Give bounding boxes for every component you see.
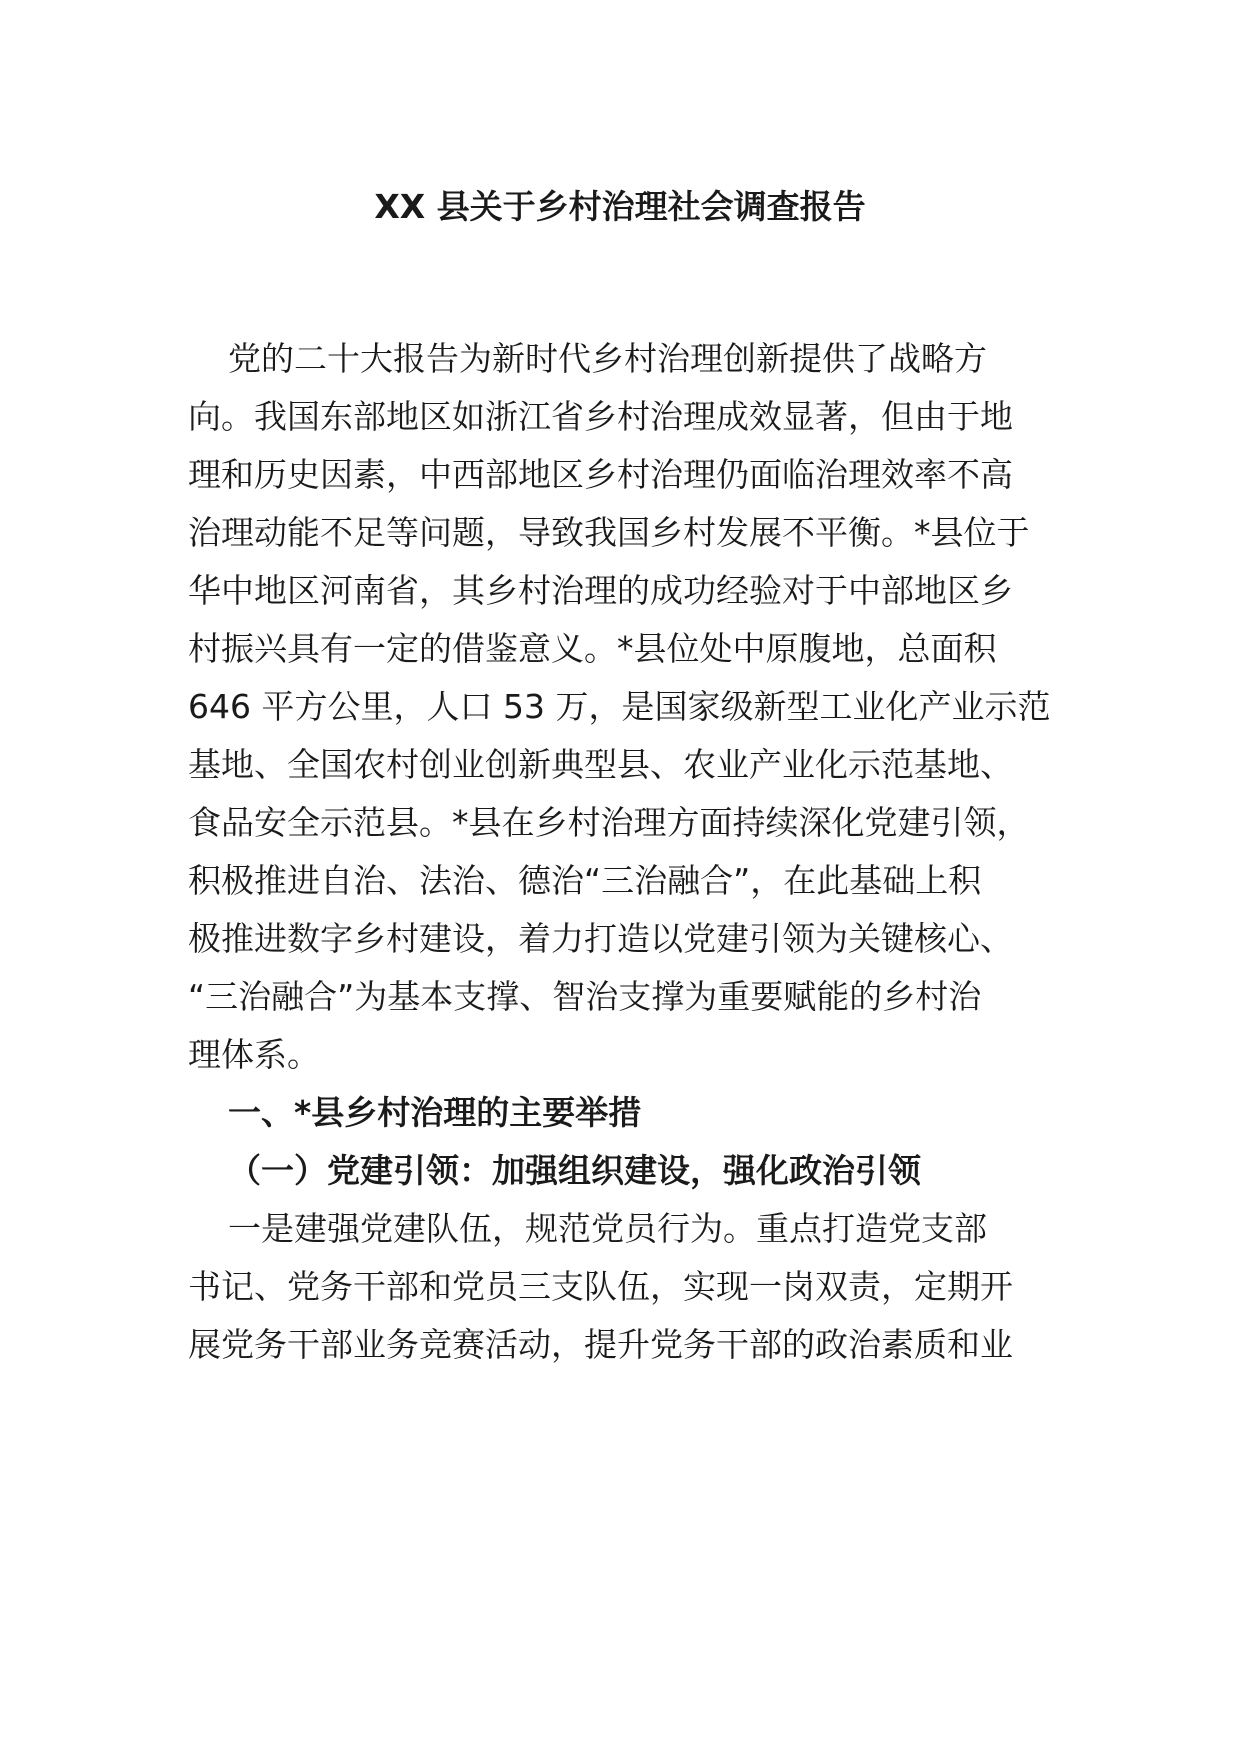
paragraph-line: 极推进数字乡村建设，着力打造以党建引领为关键核心、 <box>188 919 1013 958</box>
subsection-heading: （一）党建引领：加强组织建设，强化政治引领 <box>228 1151 921 1190</box>
paragraph-line: 基地、全国农村创业创新典型县、农业产业化示范基地、 <box>188 745 1013 784</box>
paragraph-line: 向。我国东部地区如浙江省乡村治理成效显著，但由于地 <box>188 397 1013 436</box>
paragraph-line: 书记、党务干部和党员三支队伍，实现一岗双责，定期开 <box>188 1267 1013 1306</box>
section-heading: 一、*县乡村治理的主要举措 <box>228 1093 642 1132</box>
paragraph-line: 党的二十大报告为新时代乡村治理创新提供了战略方 <box>228 339 987 378</box>
paragraph-line: 理和历史因素，中西部地区乡村治理仍面临治理效率不高 <box>188 455 1013 494</box>
paragraph-line: 食品安全示范县。*县在乡村治理方面持续深化党建引领， <box>188 803 1030 842</box>
paragraph-line: 华中地区河南省，其乡村治理的成功经验对于中部地区乡 <box>188 571 1013 610</box>
paragraph-line: “三治融合”为基本支撑、智治支撑为重要赋能的乡村治 <box>188 977 982 1016</box>
paragraph-line: 积极推进自治、法治、德治“三治融合”，在此基础上积 <box>188 861 982 900</box>
paragraph-line: 一是建强党建队伍，规范党员行为。重点打造党支部 <box>228 1209 987 1248</box>
paragraph-line: 646 平方公里，人口 53 万，是国家级新型工业化产业示范 <box>188 687 1051 726</box>
paragraph-line: 理体系。 <box>188 1035 320 1074</box>
paragraph-line: 治理动能不足等问题，导致我国乡村发展不平衡。*县位于 <box>188 513 1030 552</box>
document-title: XX 县关于乡村治理社会调查报告 <box>374 187 866 226</box>
paragraph-line: 展党务干部业务竞赛活动，提升党务干部的政治素质和业 <box>188 1325 1013 1364</box>
paragraph-line: 村振兴具有一定的借鉴意义。*县位处中原腹地，总面积 <box>188 629 997 668</box>
